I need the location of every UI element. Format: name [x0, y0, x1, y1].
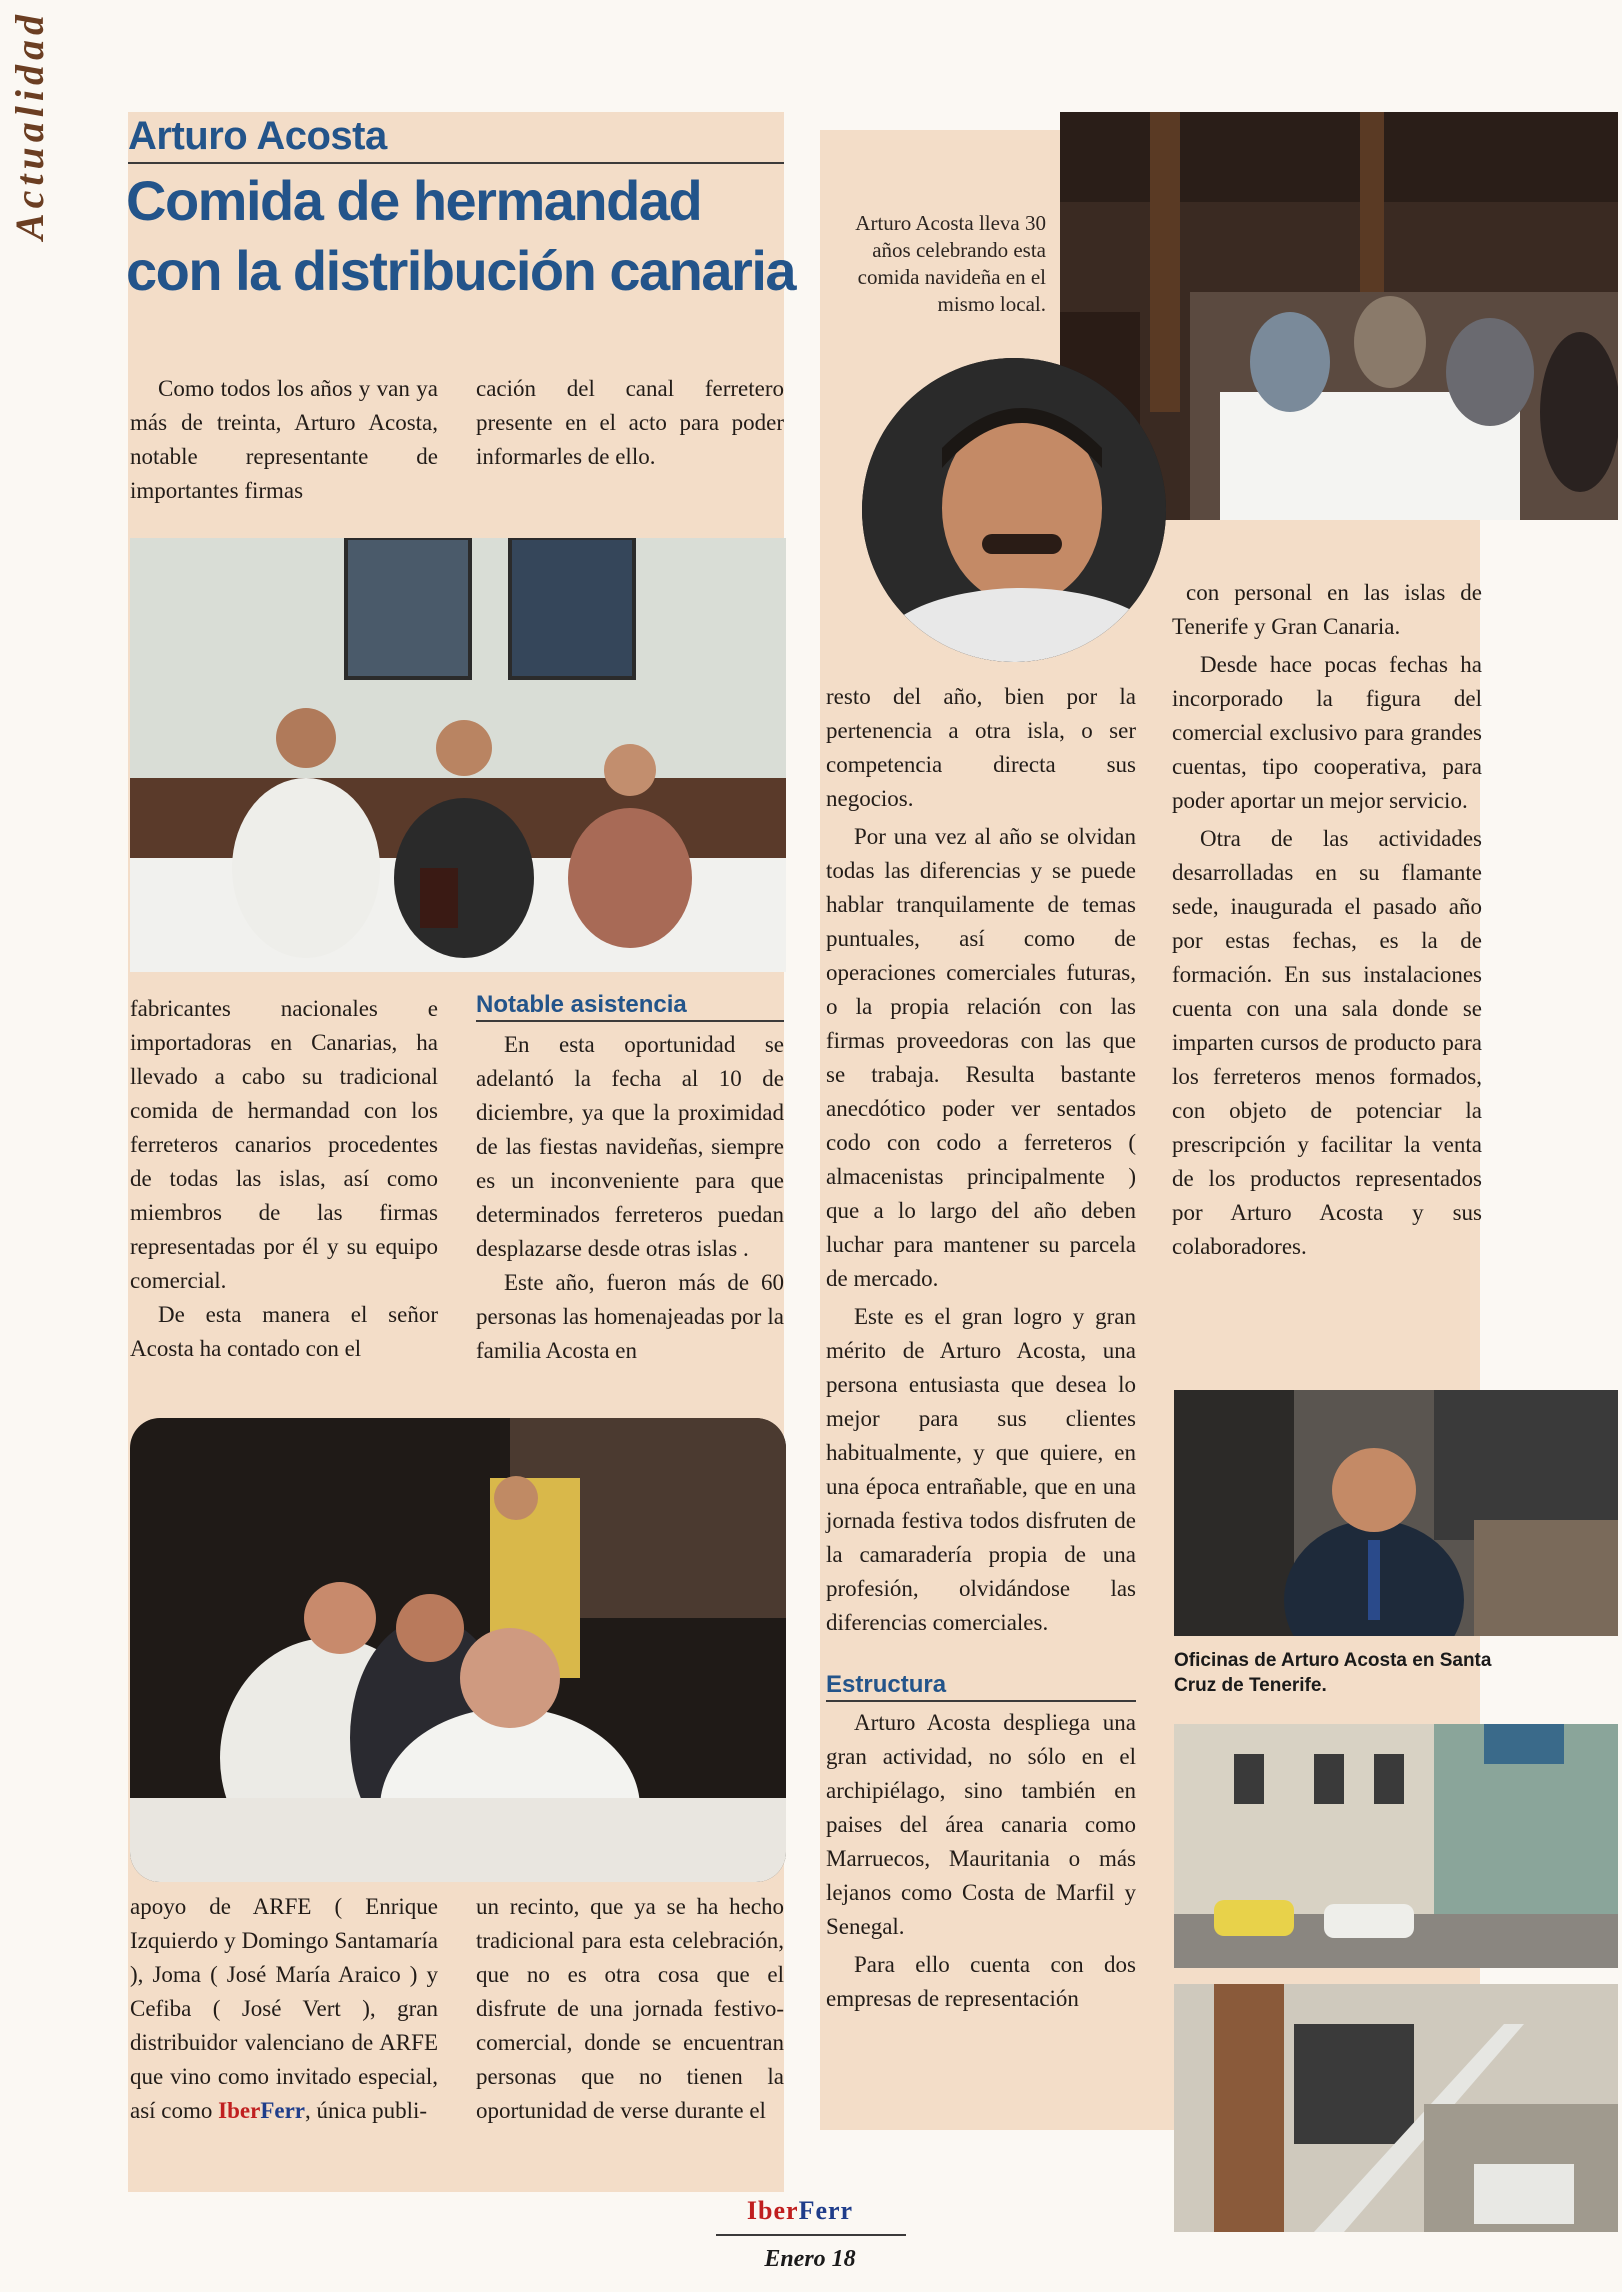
section-tag: Actualidad	[7, 10, 52, 241]
photo-head-table	[130, 538, 786, 972]
iberferr-inline-part2: Ferr	[260, 2098, 306, 2123]
photo-portrait-image	[862, 358, 1166, 662]
article-kicker: Arturo Acosta	[128, 112, 784, 164]
col-mid-bottom	[476, 1890, 784, 2128]
col-left-bottom	[130, 1890, 438, 2128]
col-4	[1172, 576, 1482, 1264]
col3-paragraph-3: Este es el gran logro y gran mérito de Arturo Acosta, una persona entusiasta que desea lo mejor para sus clientes habitualmente, y que quiere, en una época entrañable, que en una jornada festiva todos disfruten de la camaradería propia de una profesión, olvidándose las diferencias comerciales.	[826, 1304, 1136, 1635]
col-left-paragraph-1: fabricantes nacionales e importadoras en Canarias, ha llevado a cabo su tradicional comida de hermandad con los ferreteros canarios procedentes de todas las islas, así como miembros de las firmas representadas por él y su equipo comercial.	[130, 996, 438, 1293]
photo-guests-image	[130, 1418, 786, 1882]
notable-paragraph-2: Este año, fueron más de 60 personas las homenajeadas por la familia Acosta en	[476, 1270, 784, 1363]
office-caption: Oficinas de Arturo Acosta en Santa Cruz de Tenerife.	[1174, 1650, 1492, 1696]
col4-paragraph-2: Desde hace pocas fechas ha incorporado la figura del comercial exclusivo para grandes cuentas, tipo cooperativa, para poder aportar un mejor servicio.	[1172, 652, 1482, 813]
col-mid-bottom-paragraph: un recinto, que ya se ha hecho tradicional para esta celebración, que no es otra cosa que el disfrute de una jornada festivo-comercial, donde se encuentran personas que no tienen la oportunidad de verse durante el	[476, 1894, 784, 2123]
col3-paragraph-4: Arturo Acosta despliega una gran actividad, no sólo en el archipiélago, sino también en paises del área canaria como Marruecos, Mauritania o más lejanos como Costa de Marfil y Senegal.	[826, 1710, 1136, 1939]
intro-col-2	[476, 372, 784, 474]
photo-office	[1174, 1390, 1618, 1636]
footer-brand-part2: Ferr	[798, 2196, 854, 2225]
footer-divider	[716, 2234, 906, 2236]
notable-title: Notable asistencia	[476, 990, 784, 1022]
col-left-paragraph-2: De esta manera el señor Acosta ha contado con el	[130, 1302, 438, 1361]
col4-paragraph-3: Otra de las actividades desarrolladas en su flamante sede, inaugurada el pasado año por estas fechas, es la de formación. En sus instalaciones cuenta con una sala donde se imparten cursos de producto para los ferreteros menos formados, con objeto de potenciar la prescripción y facilitar la venta de los productos representados por Arturo Acosta y sus colaboradores.	[1172, 826, 1482, 1259]
portrait-caption: Arturo Acosta lleva 30 años celebrando esta comida navideña en el mismo local.	[855, 211, 1046, 316]
iberferr-brand-inline	[218, 2098, 305, 2123]
col-left-bottom-tail: , única publi-	[305, 2098, 428, 2123]
notable-section	[476, 990, 784, 1368]
photo-building-image	[1174, 1724, 1618, 1968]
photo-interior-image	[1174, 1984, 1618, 2232]
col-left-bottom-text: apoyo de ARFE ( Enrique Izquierdo y Domingo Santamaría ), Joma ( José María Araico ) y Cefiba ( José Vert ), gran distribuidor valenciano de ARFE que vino como invitado especial, así como	[130, 1894, 438, 2123]
notable-paragraph-1: En esta oportunidad se adelantó la fecha al 10 de diciembre, ya que la proximidad de las fiestas navideñas, siempre es un inconveniente para que determinados ferreteros puedan desplazarse desde otras islas .	[476, 1032, 784, 1261]
footer-brand-part1: Iber	[746, 2196, 799, 2225]
intro-col-1	[130, 372, 438, 508]
col3-paragraph-5: Para ello cuenta con dos empresas de representación	[826, 1952, 1136, 2011]
photo-guests	[130, 1418, 786, 1882]
col4-paragraph-1: con personal en las islas de Tenerife y Gran Canaria.	[1172, 580, 1482, 639]
photo-portrait-circle	[862, 358, 1166, 662]
iberferr-inline-part1: Iber	[218, 2098, 261, 2123]
photo-interior	[1174, 1984, 1618, 2232]
estructura-title: Estructura	[826, 1670, 1136, 1702]
intro-paragraph-1: Como todos los años y van ya más de treinta, Arturo Acosta, notable representante de importantes firmas	[130, 376, 438, 503]
col-left-middle	[130, 992, 438, 1366]
footer-brand	[700, 2196, 900, 2226]
photo-office-image	[1174, 1390, 1618, 1636]
intro-paragraph-2: cación del canal ferretero presente en el acto para poder informarles de ello.	[476, 376, 784, 469]
notable-body	[476, 1028, 784, 1368]
col3-paragraph-2: Por una vez al año se olvidan todas las diferencias y se puede hablar tranquilamente de temas puntuales, así como de operaciones comerciales futuras, o la propia relación con las firmas proveedoras con las que se trabaja. Resulta bastante anecdótico poder ver sentados codo con codo a ferreteros ( almacenistas principalmente ) que a lo largo del año deben luchar para mantener su parcela de mercado.	[826, 824, 1136, 1291]
col-left-bottom-paragraph	[130, 1890, 438, 2128]
footer-page-number: Enero 18	[764, 2246, 856, 2272]
col-3	[826, 680, 1136, 2016]
photo-head-table-image	[130, 538, 786, 972]
col3-paragraph-1: resto del año, bien por la pertenencia a otra isla, o ser competencia directa sus negocios.	[826, 684, 1136, 811]
article-headline: Comida de hermandad con la distribución canaria	[126, 169, 796, 302]
photo-building	[1174, 1724, 1618, 1968]
